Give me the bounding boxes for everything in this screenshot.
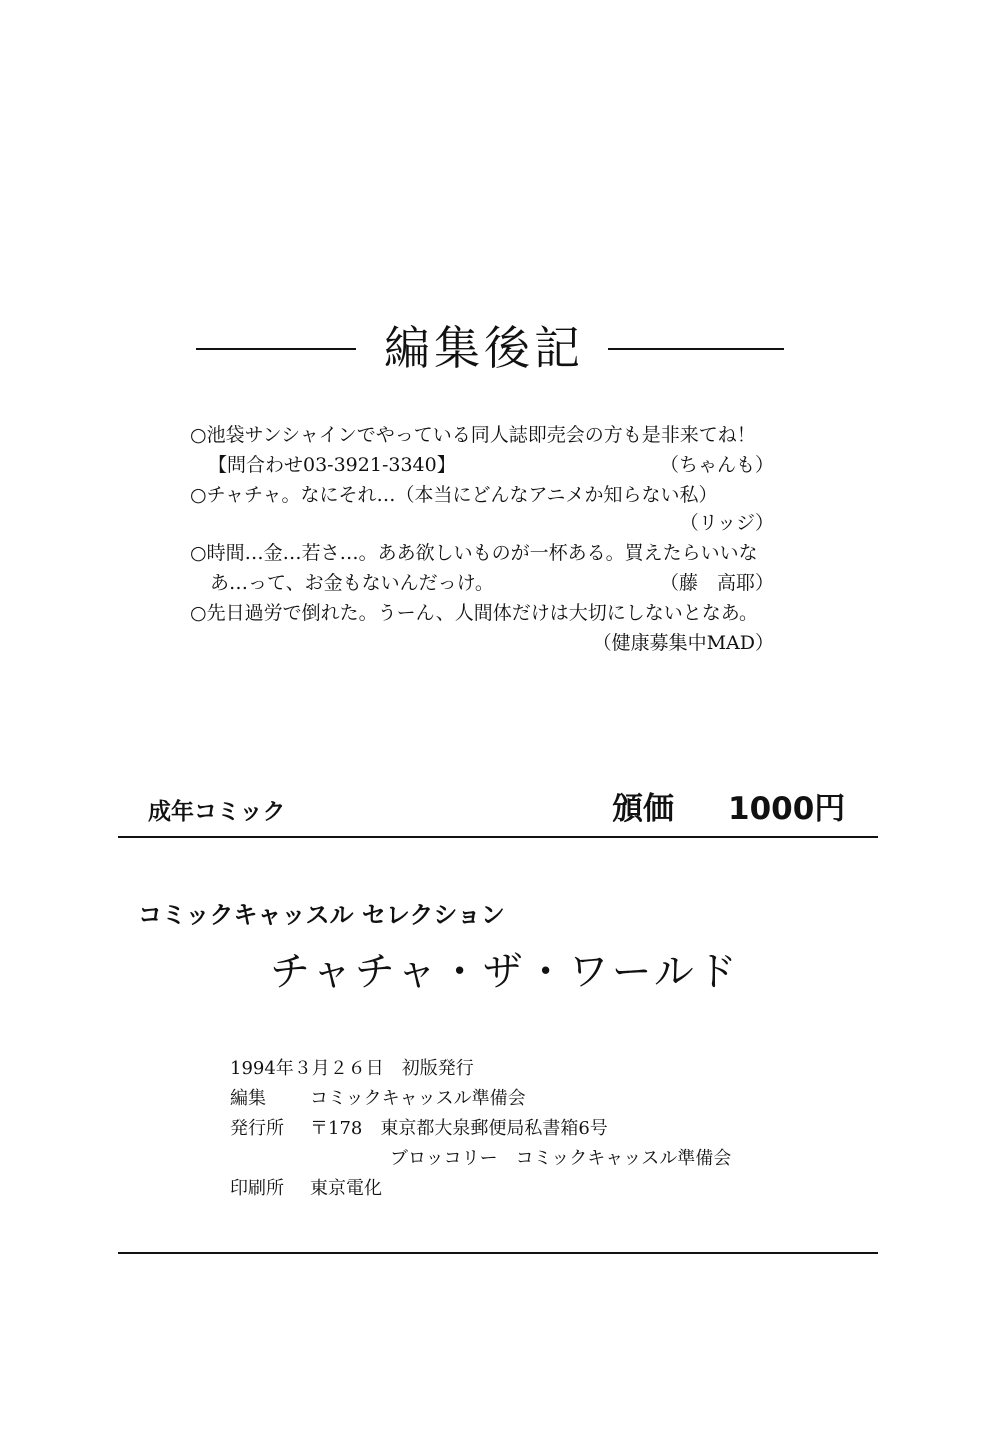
price-value: 1000円 [728, 791, 846, 827]
note-1-line-2: 【問合わせ03-3921-3340】 [208, 454, 456, 476]
note-1-signature: （ちゃんも） [659, 454, 774, 476]
colophon-publisher-name: ブロッコリー コミックキャッスル準備会 [390, 1148, 732, 1169]
book-title: チャチャ・ザ・ワールド [270, 949, 740, 995]
afterword-title: 編集後記 [384, 321, 584, 375]
note-2-signature: （リッジ） [679, 512, 774, 534]
series-title: コミックキャッスル セレクション [138, 901, 505, 929]
category-label: 成年コミック [148, 799, 286, 825]
price-label: 頒価 [612, 791, 674, 827]
note-2-line-1: ○チャチャ。なにそれ…（本当にどんなアニメか知らない私） [190, 484, 718, 506]
colophon-date: 1994年３月２６日 初版発行 [230, 1058, 474, 1079]
heading-rule-right [608, 348, 784, 350]
colophon-publisher-address: 〒178 東京都大泉郵便局私書箱6号 [310, 1118, 608, 1139]
colophon-printer-value: 東京電化 [310, 1178, 382, 1199]
note-4-line-1: ○先日過労で倒れた。うーん、人間体だけは大切にしないとなあ。 [190, 602, 758, 624]
note-1-line-1: ○池袋サンシャインでやっている同人誌即売会の方も是非来てね！ [190, 424, 756, 446]
colophon-printer-label: 印刷所 [230, 1178, 284, 1199]
note-4-signature: （健康募集中MAD） [592, 632, 774, 654]
note-3-signature: （藤 高耶） [659, 572, 774, 594]
note-3-line-1: ○時間…金…若さ…。ああ欲しいものが一杯ある。買えたらいいな [190, 542, 758, 564]
divider-bottom [118, 1252, 878, 1254]
note-3-line-2: あ…って、お金もないんだっけ。 [210, 572, 494, 594]
heading-rule-left [196, 348, 356, 350]
divider-top [118, 836, 878, 838]
colophon-publisher-label: 発行所 [230, 1118, 284, 1139]
colophon-editor-value: コミックキャッスル準備会 [310, 1088, 526, 1109]
colophon-editor-label: 編集 [230, 1088, 266, 1109]
